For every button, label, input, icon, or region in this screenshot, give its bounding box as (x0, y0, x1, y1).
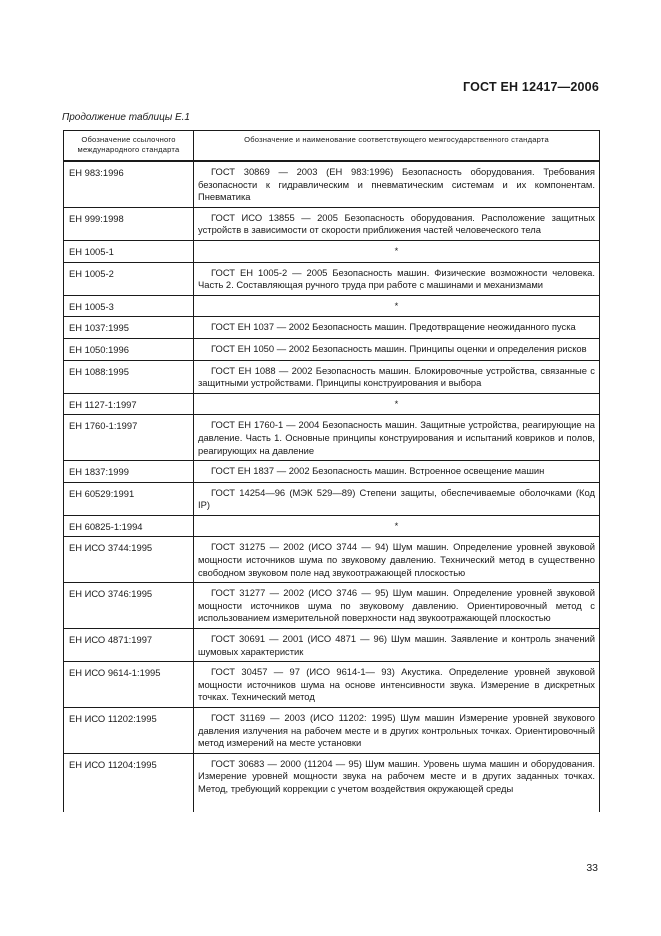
international-standard-code: ЕН ИСО 11202:1995 (64, 708, 194, 754)
no-equivalent-mark: * (194, 393, 600, 415)
table-row (64, 393, 600, 415)
international-standard-code: ЕН 1005-2 (64, 262, 194, 295)
column-header-international: Обозначение ссылочного международного стандарта (64, 131, 194, 162)
table-row (64, 515, 600, 537)
international-standard-code: ЕН 999:1998 (64, 207, 194, 240)
interstate-standard-title: ГОСТ 14254—96 (МЭК 529—89) Степени защиты, обеспечиваемые оболочками (Код IP) (194, 482, 600, 515)
table-row (64, 207, 600, 240)
column-header-interstate: Обозначение и наименование соответствующего межгосударственного стандарта (194, 131, 600, 162)
no-equivalent-mark: * (194, 295, 600, 317)
table-row (64, 415, 600, 461)
international-standard-code: ЕН 60529:1991 (64, 482, 194, 515)
international-standard-code: ЕН 1760-1:1997 (64, 415, 194, 461)
table-row (64, 583, 600, 629)
table-row (64, 161, 600, 207)
international-standard-code: ЕН ИСО 3746:1995 (64, 583, 194, 629)
table-row (64, 753, 600, 812)
table-continuation-label: Продолжение таблицы Е.1 (62, 112, 190, 123)
interstate-standard-title: ГОСТ ЕН 1050 — 2002 Безопасность машин. Принципы оценки и определения рисков (194, 338, 600, 360)
interstate-standard-title: ГОСТ ЕН 1037 — 2002 Безопасность машин. Предотвращение неожиданного пуска (194, 317, 600, 339)
international-standard-code: ЕН ИСО 9614-1:1995 (64, 662, 194, 708)
international-standard-code: ЕН 1127-1:1997 (64, 393, 194, 415)
international-standard-code: ЕН 1037:1995 (64, 317, 194, 339)
table-row (64, 708, 600, 754)
international-standard-code: ЕН 1088:1995 (64, 360, 194, 393)
table-row (64, 240, 600, 262)
international-standard-code: ЕН ИСО 11204:1995 (64, 753, 194, 812)
table-row (64, 482, 600, 515)
table-row (64, 295, 600, 317)
interstate-standard-title: ГОСТ 30457 — 97 (ИСО 9614-1— 93) Акустика. Определение уровней звуковой мощности источников шума на основе интенсивности звука. Измерение в дискретных точках. Технический метод (194, 662, 600, 708)
international-standard-code: ЕН 1837:1999 (64, 461, 194, 483)
interstate-standard-title: ГОСТ 31275 — 2002 (ИСО 3744 — 94) Шум машин. Определение уровней звуковой мощности источников шума по звуковому давлению. Технический метод в существенно свободном звуковом поле над звукоотражающей плоскостью (194, 537, 600, 583)
interstate-standard-title: ГОСТ 31277 — 2002 (ИСО 3746 — 95) Шум машин. Определение уровней звуковой мощности источников шума по звуковому давлению. Ориентировочный метод с использованием измерительной поверхности над звукоотражающей плоскостью (194, 583, 600, 629)
international-standard-code: ЕН 983:1996 (64, 161, 194, 207)
international-standard-code: ЕН 1050:1996 (64, 338, 194, 360)
table-row (64, 629, 600, 662)
table-row (64, 338, 600, 360)
international-standard-code: ЕН 1005-3 (64, 295, 194, 317)
international-standard-code: ЕН ИСО 4871:1997 (64, 629, 194, 662)
interstate-standard-title: ГОСТ ЕН 1837 — 2002 Безопасность машин. Встроенное освещение машин (194, 461, 600, 483)
table-row (64, 262, 600, 295)
interstate-standard-title: ГОСТ ИСО 13855 — 2005 Безопасность оборудования. Расположение защитных устройств в зависимости от скорости приближения частей человеческого тела (194, 207, 600, 240)
table-row (64, 461, 600, 483)
page-number: 33 (586, 862, 598, 874)
international-standard-code: ЕН 60825-1:1994 (64, 515, 194, 537)
interstate-standard-title: ГОСТ 31169 — 2003 (ИСО 11202: 1995) Шум машин Измерение уровней звукового давления излучения на рабочем месте и в других контрольных точках. Ориентировочный метод измерений на месте установки (194, 708, 600, 754)
standards-table (63, 130, 600, 812)
international-standard-code: ЕН 1005-1 (64, 240, 194, 262)
table-header-row (64, 131, 600, 162)
table-row (64, 537, 600, 583)
interstate-standard-title: ГОСТ ЕН 1005-2 — 2005 Безопасность машин. Физические возможности человека. Часть 2. Составляющая ручного труда при работе с машинами и механизмами (194, 262, 600, 295)
interstate-standard-title: ГОСТ 30691 — 2001 (ИСО 4871 — 96) Шум машин. Заявление и контроль значений шумовых характеристик (194, 629, 600, 662)
no-equivalent-mark: * (194, 515, 600, 537)
table-row (64, 662, 600, 708)
international-standard-code: ЕН ИСО 3744:1995 (64, 537, 194, 583)
interstate-standard-title: ГОСТ ЕН 1760-1 — 2004 Безопасность машин. Защитные устройства, реагирующие на давление. Часть 1. Основные принципы конструирования и испытаний ковриков и полов, реагирующих на давление (194, 415, 600, 461)
interstate-standard-title: ГОСТ 30869 — 2003 (ЕН 983:1996) Безопасность оборудования. Требования безопасности к гидравлическим и пневматическим системам и их компонентам. Пневматика (194, 161, 600, 207)
document-header: ГОСТ ЕН 12417—2006 (463, 80, 599, 94)
interstate-standard-title: ГОСТ 30683 — 2000 (11204 — 95) Шум машин. Уровень шума машин и оборудования. Измерение уровней мощности звука на рабочем месте и в других заданных точках. Метод, требующий коррекции с учетом воздействия окружающей среды (194, 753, 600, 812)
table-row (64, 317, 600, 339)
table-row (64, 360, 600, 393)
no-equivalent-mark: * (194, 240, 600, 262)
interstate-standard-title: ГОСТ ЕН 1088 — 2002 Безопасность машин. Блокировочные устройства, связанные с защитными устройствами. Принципы конструирования и выбора (194, 360, 600, 393)
